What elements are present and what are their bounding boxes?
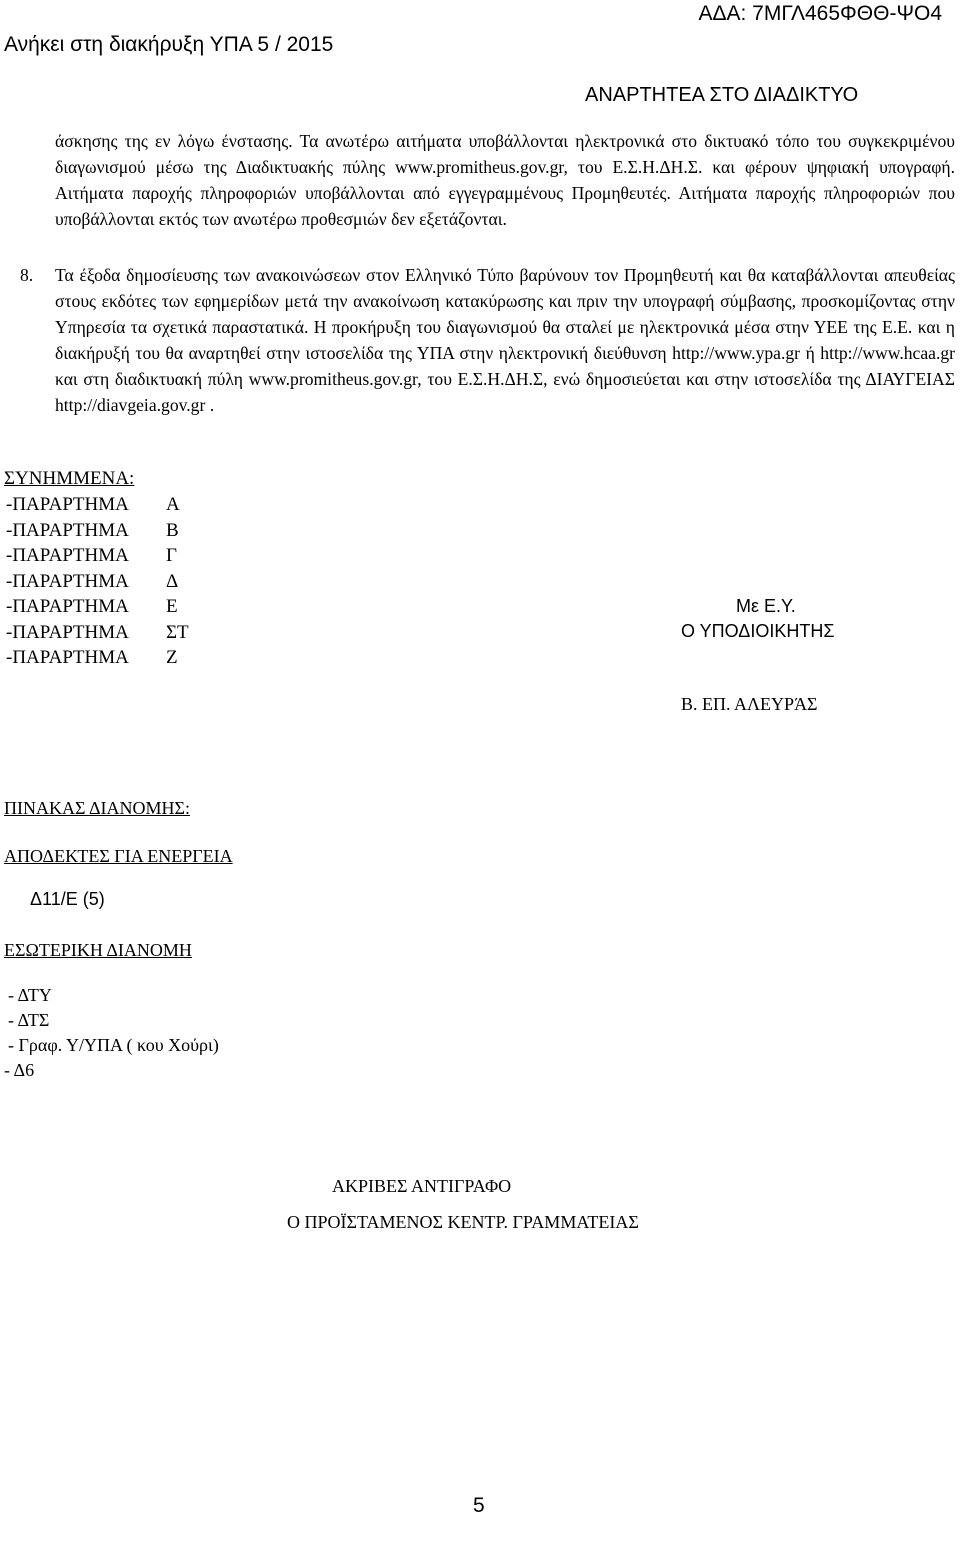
annex-item — [6, 518, 179, 544]
annex-letter: Ε — [166, 596, 178, 617]
annex-label: -ΠΑΡΑΡΤΗΜΑ — [6, 545, 129, 566]
annex-label: -ΠΑΡΑΡΤΗΜΑ — [6, 647, 129, 668]
page-number: 5 — [473, 1494, 485, 1517]
annex-label: -ΠΑΡΑΡΤΗΜΑ — [6, 596, 129, 617]
signature-name: Β. ΕΠ. ΑΛΕΥΡΆΣ — [681, 694, 818, 714]
annex-item — [6, 543, 177, 569]
annex-label: -ΠΑΡΑΡΤΗΜΑ — [6, 519, 129, 541]
signature-role: Ο ΥΠΟΔΙΟΙΚΗΤΗΣ — [681, 621, 835, 641]
annex-label: -ΠΑΡΑΡΤΗΜΑ — [6, 621, 129, 643]
action-recipients-title: ΑΠΟΔΕΚΤΕΣ ΓΙΑ ΕΝΕΡΓΕΙΑ — [4, 846, 233, 866]
annex-label: -ΠΑΡΑΡΤΗΜΑ — [6, 494, 129, 515]
annex-letter: Δ — [166, 570, 179, 592]
annex-letter: Β — [166, 519, 179, 541]
attachments-title: ΣΥΝΗΜΜΕΝΑ: — [4, 468, 135, 489]
annex-item — [6, 620, 189, 646]
signature-regards: Με Ε.Υ. — [736, 596, 796, 616]
annex-letter: Α — [166, 494, 180, 515]
annex-item — [6, 492, 180, 518]
annex-item — [6, 645, 178, 671]
internal-distribution-item: - Γραφ. Υ/ΥΠΑ ( κου Χούρι) — [8, 1035, 219, 1055]
certified-copy-signer: Ο ΠΡΟΪΣΤΑΜΕΝΟΣ ΚΕΝΤΡ. ΓΡΑΜΜΑΤΕΙΑΣ — [287, 1212, 639, 1232]
annex-label: -ΠΑΡΑΡΤΗΜΑ — [6, 570, 129, 592]
annex-item — [6, 569, 178, 595]
annex-letter: ΣΤ — [166, 621, 189, 643]
continued-paragraph: άσκησης της εν λόγω ένστασης. Τα ανωτέρω αιτήματα υποβάλλονται ηλεκτρονικά στο δικτυακό τόπο του συγκεκριμένου διαγωνισμού μέσω της Διαδικτυακής πύλης www.promitheus.gov.gr, του Ε.Σ.Η.ΔΗ.Σ. και φέρουν ψηφιακή υπογραφή. Αιτήματα παροχής πληροφοριών υποβάλλονται από εγγεγραμμένους Προμηθευτές. Αιτήματα παροχής πληροφοριών που υποβάλλονται εκτός των ανωτέρω προθεσμιών δεν εξετάζονται. — [55, 131, 955, 229]
header-ada-code: ΑΔΑ: 7ΜΓΛ465ΦΘΘ-ΨΟ4 — [698, 2, 942, 25]
distribution-title: ΠΙΝΑΚΑΣ ΔΙΑΝΟΜΗΣ: — [4, 798, 191, 818]
item-8-number: 8. — [20, 265, 34, 285]
header-document-reference: Ανήκει στη διακήρυξη ΥΠΑ 5 / 2015 — [4, 33, 334, 56]
annex-letter: Γ — [166, 545, 177, 566]
internal-distribution-item: - ΔΤΥ — [8, 985, 52, 1005]
internal-distribution-title: ΕΣΩΤΕΡΙΚΗ ΔΙΑΝΟΜΗ — [4, 940, 192, 960]
certified-copy-label: ΑΚΡΙΒΕΣ ΑΝΤΙΓΡΑΦΟ — [332, 1176, 512, 1196]
annex-letter: Ζ — [166, 647, 178, 668]
internal-distribution-item: - ΔΤΣ — [8, 1010, 50, 1030]
item-8-paragraph: Τα έξοδα δημοσίευσης των ανακοινώσεων στον Ελληνικό Τύπο βαρύνουν τον Προμηθευτή και θα καταβάλλονται απευθείας στους εκδότες των εφημερίδων μετά την ανακοίνωση κατακύρωσης και πριν την υπογραφή σύμβασης, προσκομίζοντας στην Υπηρεσία τα σχετικά παραστατικά. Η προκήρυξη του διαγωνισμού θα σταλεί με ηλεκτρονικά μέσα στην ΥΕΕ της Ε.Ε. και η διακήρυξή του θα αναρτηθεί στην ιστοσελίδα της ΥΠΑ στην ηλεκτρονική διεύθυνση http://www.ypa.gr ή http://www.hcaa.gr και στη διαδικτυακή πύλη www.promitheus.gov.gr, του Ε.Σ.Η.ΔΗ.Σ, ενώ δημοσιεύεται και στην ιστοσελίδα της ΔΙΑΥΓΕΙΑΣ http://diavgeia.gov.gr . — [55, 265, 955, 415]
annex-item — [6, 594, 178, 620]
action-recipient-item: Δ11/Ε (5) — [30, 889, 105, 909]
internal-distribution-item: - Δ6 — [4, 1060, 35, 1080]
header-post-notice: ΑΝΑΡΤΗΤΕΑ ΣΤΟ ΔΙΑΔΙΚΤΥΟ — [585, 84, 859, 106]
